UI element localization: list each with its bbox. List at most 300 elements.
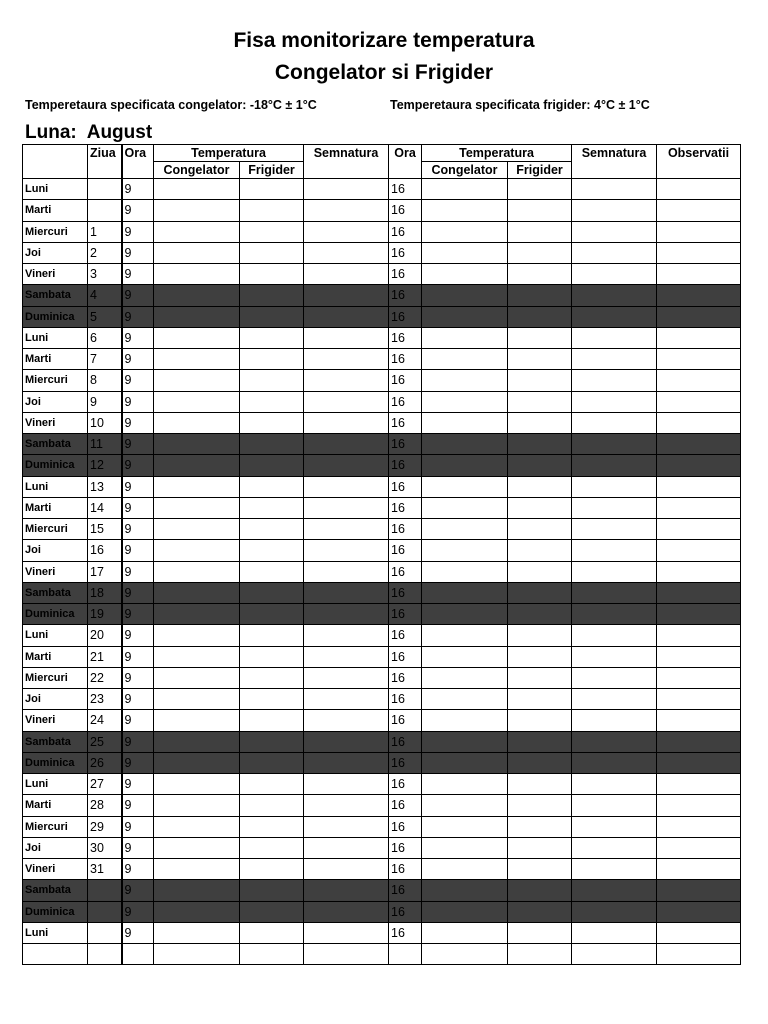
- frigider-afternoon-cell[interactable]: [508, 710, 572, 731]
- congelator-morning-cell[interactable]: [154, 667, 240, 688]
- observatii-cell[interactable]: [657, 179, 741, 200]
- observatii-cell[interactable]: [657, 582, 741, 603]
- day-name-cell: Joi: [23, 242, 88, 263]
- observatii-cell[interactable]: [657, 561, 741, 582]
- congelator-afternoon-cell[interactable]: [422, 412, 508, 433]
- congelator-morning-cell[interactable]: [154, 349, 240, 370]
- observatii-cell[interactable]: [657, 901, 741, 922]
- hour-morning-cell: 9: [122, 625, 154, 646]
- frigider-morning-cell[interactable]: [240, 264, 304, 285]
- congelator-morning-cell[interactable]: [154, 582, 240, 603]
- congelator-afternoon-cell[interactable]: [422, 752, 508, 773]
- congelator-afternoon-cell[interactable]: [422, 689, 508, 710]
- congelator-morning-cell[interactable]: [154, 221, 240, 242]
- frigider-afternoon-cell[interactable]: [508, 455, 572, 476]
- frigider-afternoon-cell[interactable]: [508, 349, 572, 370]
- hour-morning-cell: 9: [122, 795, 154, 816]
- frigider-morning-cell[interactable]: [240, 179, 304, 200]
- day-name-cell: Joi: [23, 391, 88, 412]
- semnatura-afternoon-cell[interactable]: [572, 391, 657, 412]
- frigider-morning-cell[interactable]: [240, 306, 304, 327]
- frigider-afternoon-cell[interactable]: [508, 922, 572, 943]
- semnatura-afternoon-cell[interactable]: [572, 370, 657, 391]
- congelator-morning-cell[interactable]: [154, 476, 240, 497]
- frigider-morning-cell[interactable]: [240, 327, 304, 348]
- congelator-afternoon-cell[interactable]: [422, 731, 508, 752]
- semnatura-morning-cell[interactable]: [304, 455, 389, 476]
- semnatura-afternoon-cell[interactable]: [572, 455, 657, 476]
- frigider-afternoon-cell[interactable]: [508, 221, 572, 242]
- semnatura-afternoon-cell[interactable]: [572, 349, 657, 370]
- semnatura-afternoon-cell[interactable]: [572, 327, 657, 348]
- frigider-afternoon-cell[interactable]: [508, 689, 572, 710]
- congelator-afternoon-cell[interactable]: [422, 476, 508, 497]
- frigider-afternoon-cell[interactable]: [508, 837, 572, 858]
- semnatura-morning-cell[interactable]: [304, 264, 389, 285]
- frigider-afternoon-cell[interactable]: [508, 795, 572, 816]
- frigider-afternoon-cell[interactable]: [508, 880, 572, 901]
- frigider-morning-cell[interactable]: [240, 646, 304, 667]
- observatii-cell[interactable]: [657, 285, 741, 306]
- semnatura-morning-cell[interactable]: [304, 880, 389, 901]
- frigider-afternoon-cell[interactable]: [508, 476, 572, 497]
- observatii-cell[interactable]: [657, 731, 741, 752]
- semnatura-morning-cell[interactable]: [304, 434, 389, 455]
- frigider-afternoon-cell[interactable]: [508, 540, 572, 561]
- observatii-cell[interactable]: [657, 944, 741, 965]
- date-cell: [88, 922, 122, 943]
- congelator-morning-cell[interactable]: [154, 689, 240, 710]
- semnatura-afternoon-cell[interactable]: [572, 859, 657, 880]
- semnatura-morning-cell[interactable]: [304, 774, 389, 795]
- observatii-cell[interactable]: [657, 774, 741, 795]
- frigider-afternoon-cell[interactable]: [508, 731, 572, 752]
- semnatura-afternoon-cell[interactable]: [572, 497, 657, 518]
- congelator-afternoon-cell[interactable]: [422, 604, 508, 625]
- frigider-afternoon-cell[interactable]: [508, 434, 572, 455]
- frigider-morning-cell[interactable]: [240, 412, 304, 433]
- hour-afternoon-cell: 16: [389, 710, 422, 731]
- observatii-cell[interactable]: [657, 604, 741, 625]
- congelator-afternoon-cell[interactable]: [422, 540, 508, 561]
- semnatura-morning-cell[interactable]: [304, 752, 389, 773]
- observatii-cell[interactable]: [657, 200, 741, 221]
- hour-morning-cell: 9: [122, 816, 154, 837]
- frigider-morning-cell[interactable]: [240, 497, 304, 518]
- congelator-afternoon-cell[interactable]: [422, 179, 508, 200]
- semnatura-afternoon-cell[interactable]: [572, 901, 657, 922]
- semnatura-morning-cell[interactable]: [304, 922, 389, 943]
- frigider-afternoon-cell[interactable]: [508, 944, 572, 965]
- semnatura-morning-cell[interactable]: [304, 306, 389, 327]
- frigider-morning-cell[interactable]: [240, 667, 304, 688]
- frigider-morning-cell[interactable]: [240, 349, 304, 370]
- frigider-afternoon-cell[interactable]: [508, 774, 572, 795]
- frigider-afternoon-cell[interactable]: [508, 859, 572, 880]
- semnatura-morning-cell[interactable]: [304, 625, 389, 646]
- frigider-afternoon-cell[interactable]: [508, 646, 572, 667]
- semnatura-afternoon-cell[interactable]: [572, 944, 657, 965]
- frigider-afternoon-cell[interactable]: [508, 412, 572, 433]
- congelator-morning-cell[interactable]: [154, 285, 240, 306]
- congelator-morning-cell[interactable]: [154, 731, 240, 752]
- congelator-afternoon-cell[interactable]: [422, 221, 508, 242]
- frigider-afternoon-cell[interactable]: [508, 242, 572, 263]
- observatii-cell[interactable]: [657, 370, 741, 391]
- congelator-morning-cell[interactable]: [154, 752, 240, 773]
- observatii-cell[interactable]: [657, 306, 741, 327]
- congelator-afternoon-cell[interactable]: [422, 625, 508, 646]
- congelator-afternoon-cell[interactable]: [422, 837, 508, 858]
- congelator-morning-cell[interactable]: [154, 455, 240, 476]
- semnatura-morning-cell[interactable]: [304, 667, 389, 688]
- congelator-afternoon-cell[interactable]: [422, 200, 508, 221]
- semnatura-morning-cell[interactable]: [304, 731, 389, 752]
- frigider-morning-cell[interactable]: [240, 221, 304, 242]
- hour-afternoon-cell: [389, 944, 422, 965]
- semnatura-afternoon-cell[interactable]: [572, 604, 657, 625]
- observatii-cell[interactable]: [657, 625, 741, 646]
- congelator-morning-cell[interactable]: [154, 795, 240, 816]
- semnatura-afternoon-cell[interactable]: [572, 434, 657, 455]
- date-cell: [88, 179, 122, 200]
- observatii-cell[interactable]: [657, 816, 741, 837]
- congelator-morning-cell[interactable]: [154, 391, 240, 412]
- table-row: [23, 434, 741, 455]
- semnatura-afternoon-cell[interactable]: [572, 922, 657, 943]
- congelator-afternoon-cell[interactable]: [422, 242, 508, 263]
- semnatura-morning-cell[interactable]: [304, 604, 389, 625]
- frigider-morning-cell[interactable]: [240, 582, 304, 603]
- congelator-afternoon-cell[interactable]: [422, 582, 508, 603]
- table-row: [23, 285, 741, 306]
- date-cell: 31: [88, 859, 122, 880]
- congelator-morning-cell[interactable]: [154, 200, 240, 221]
- table-row: [23, 370, 741, 391]
- semnatura-morning-cell[interactable]: [304, 200, 389, 221]
- semnatura-afternoon-cell[interactable]: [572, 816, 657, 837]
- frigider-morning-cell[interactable]: [240, 689, 304, 710]
- congelator-afternoon-cell[interactable]: [422, 880, 508, 901]
- frigider-morning-cell[interactable]: [240, 710, 304, 731]
- hour-morning-cell: 9: [122, 731, 154, 752]
- observatii-cell[interactable]: [657, 242, 741, 263]
- congelator-morning-cell[interactable]: [154, 242, 240, 263]
- semnatura-morning-cell[interactable]: [304, 859, 389, 880]
- congelator-morning-cell[interactable]: [154, 561, 240, 582]
- semnatura-afternoon-cell[interactable]: [572, 561, 657, 582]
- observatii-cell[interactable]: [657, 349, 741, 370]
- frigider-afternoon-cell[interactable]: [508, 561, 572, 582]
- congelator-afternoon-cell[interactable]: [422, 922, 508, 943]
- frigider-afternoon-cell[interactable]: [508, 667, 572, 688]
- frigider-morning-cell[interactable]: [240, 880, 304, 901]
- semnatura-afternoon-cell[interactable]: [572, 519, 657, 540]
- frigider-morning-cell[interactable]: [240, 476, 304, 497]
- congelator-afternoon-cell[interactable]: [422, 306, 508, 327]
- frigider-morning-cell[interactable]: [240, 731, 304, 752]
- observatii-cell[interactable]: [657, 434, 741, 455]
- observatii-cell[interactable]: [657, 859, 741, 880]
- semnatura-afternoon-cell[interactable]: [572, 667, 657, 688]
- congelator-afternoon-cell[interactable]: [422, 774, 508, 795]
- congelator-afternoon-cell[interactable]: [422, 285, 508, 306]
- congelator-afternoon-cell[interactable]: [422, 370, 508, 391]
- frigider-morning-cell[interactable]: [240, 922, 304, 943]
- hour-afternoon-cell: 16: [389, 179, 422, 200]
- congelator-morning-cell[interactable]: [154, 434, 240, 455]
- frigider-afternoon-cell[interactable]: [508, 901, 572, 922]
- semnatura-morning-cell[interactable]: [304, 540, 389, 561]
- date-cell: 7: [88, 349, 122, 370]
- observatii-cell[interactable]: [657, 412, 741, 433]
- semnatura-morning-cell[interactable]: [304, 412, 389, 433]
- observatii-cell[interactable]: [657, 922, 741, 943]
- congelator-morning-cell[interactable]: [154, 412, 240, 433]
- observatii-cell[interactable]: [657, 689, 741, 710]
- congelator-morning-cell[interactable]: [154, 922, 240, 943]
- frigider-morning-cell[interactable]: [240, 774, 304, 795]
- hour-afternoon-cell: 16: [389, 859, 422, 880]
- semnatura-morning-cell[interactable]: [304, 497, 389, 518]
- semnatura-morning-cell[interactable]: [304, 710, 389, 731]
- semnatura-morning-cell[interactable]: [304, 221, 389, 242]
- semnatura-morning-cell[interactable]: [304, 795, 389, 816]
- frigider-afternoon-cell[interactable]: [508, 604, 572, 625]
- semnatura-afternoon-cell[interactable]: [572, 774, 657, 795]
- frigider-afternoon-cell[interactable]: [508, 264, 572, 285]
- congelator-afternoon-cell[interactable]: [422, 795, 508, 816]
- observatii-cell[interactable]: [657, 646, 741, 667]
- congelator-afternoon-cell[interactable]: [422, 349, 508, 370]
- frigider-afternoon-cell[interactable]: [508, 200, 572, 221]
- date-cell: 12: [88, 455, 122, 476]
- semnatura-morning-cell[interactable]: [304, 837, 389, 858]
- hour-afternoon-cell: 16: [389, 306, 422, 327]
- frigider-morning-cell[interactable]: [240, 455, 304, 476]
- frigider-morning-cell[interactable]: [240, 561, 304, 582]
- semnatura-morning-cell[interactable]: [304, 689, 389, 710]
- semnatura-afternoon-cell[interactable]: [572, 837, 657, 858]
- date-cell: 26: [88, 752, 122, 773]
- frigider-afternoon-cell[interactable]: [508, 179, 572, 200]
- frigider-morning-cell[interactable]: [240, 816, 304, 837]
- congelator-morning-cell[interactable]: [154, 179, 240, 200]
- congelator-afternoon-cell[interactable]: [422, 519, 508, 540]
- observatii-cell[interactable]: [657, 837, 741, 858]
- frigider-afternoon-cell[interactable]: [508, 519, 572, 540]
- frigider-morning-cell[interactable]: [240, 540, 304, 561]
- date-cell: 22: [88, 667, 122, 688]
- congelator-morning-cell[interactable]: [154, 774, 240, 795]
- day-name-cell: Vineri: [23, 859, 88, 880]
- semnatura-morning-cell[interactable]: [304, 944, 389, 965]
- congelator-afternoon-cell[interactable]: [422, 816, 508, 837]
- congelator-morning-cell[interactable]: [154, 901, 240, 922]
- observatii-cell[interactable]: [657, 710, 741, 731]
- observatii-cell[interactable]: [657, 752, 741, 773]
- observatii-cell[interactable]: [657, 795, 741, 816]
- hour-morning-cell: [122, 944, 154, 965]
- congelator-afternoon-cell[interactable]: [422, 455, 508, 476]
- congelator-morning-cell[interactable]: [154, 604, 240, 625]
- date-cell: [88, 200, 122, 221]
- semnatura-morning-cell[interactable]: [304, 901, 389, 922]
- semnatura-afternoon-cell[interactable]: [572, 625, 657, 646]
- observatii-cell[interactable]: [657, 880, 741, 901]
- frigider-afternoon-cell[interactable]: [508, 497, 572, 518]
- observatii-cell[interactable]: [657, 540, 741, 561]
- frigider-morning-cell[interactable]: [240, 795, 304, 816]
- frigider-morning-cell[interactable]: [240, 604, 304, 625]
- congelator-afternoon-cell[interactable]: [422, 859, 508, 880]
- congelator-morning-cell[interactable]: [154, 837, 240, 858]
- header-semnatura-1: Semnatura: [304, 145, 389, 179]
- semnatura-afternoon-cell[interactable]: [572, 306, 657, 327]
- frigider-afternoon-cell[interactable]: [508, 391, 572, 412]
- frigider-morning-cell[interactable]: [240, 200, 304, 221]
- observatii-cell[interactable]: [657, 667, 741, 688]
- observatii-cell[interactable]: [657, 391, 741, 412]
- semnatura-morning-cell[interactable]: [304, 561, 389, 582]
- congelator-morning-cell[interactable]: [154, 710, 240, 731]
- hour-afternoon-cell: 16: [389, 412, 422, 433]
- congelator-morning-cell[interactable]: [154, 859, 240, 880]
- table-row: [23, 200, 741, 221]
- date-cell: 28: [88, 795, 122, 816]
- semnatura-afternoon-cell[interactable]: [572, 179, 657, 200]
- frigider-afternoon-cell[interactable]: [508, 625, 572, 646]
- semnatura-morning-cell[interactable]: [304, 816, 389, 837]
- semnatura-afternoon-cell[interactable]: [572, 731, 657, 752]
- table-row: [23, 859, 741, 880]
- frigider-afternoon-cell[interactable]: [508, 582, 572, 603]
- semnatura-morning-cell[interactable]: [304, 476, 389, 497]
- semnatura-afternoon-cell[interactable]: [572, 540, 657, 561]
- hour-afternoon-cell: 16: [389, 667, 422, 688]
- table-row: [23, 327, 741, 348]
- semnatura-morning-cell[interactable]: [304, 646, 389, 667]
- frigider-afternoon-cell[interactable]: [508, 306, 572, 327]
- observatii-cell[interactable]: [657, 476, 741, 497]
- frigider-morning-cell[interactable]: [240, 242, 304, 263]
- frigider-afternoon-cell[interactable]: [508, 285, 572, 306]
- congelator-morning-cell[interactable]: [154, 816, 240, 837]
- congelator-morning-cell[interactable]: [154, 519, 240, 540]
- semnatura-morning-cell[interactable]: [304, 519, 389, 540]
- congelator-afternoon-cell[interactable]: [422, 667, 508, 688]
- frigider-morning-cell[interactable]: [240, 859, 304, 880]
- congelator-morning-cell[interactable]: [154, 370, 240, 391]
- semnatura-morning-cell[interactable]: [304, 582, 389, 603]
- congelator-afternoon-cell[interactable]: [422, 497, 508, 518]
- congelator-morning-cell[interactable]: [154, 880, 240, 901]
- day-name-cell: Sambata: [23, 731, 88, 752]
- frigider-morning-cell[interactable]: [240, 944, 304, 965]
- semnatura-morning-cell[interactable]: [304, 179, 389, 200]
- semnatura-afternoon-cell[interactable]: [572, 264, 657, 285]
- frigider-morning-cell[interactable]: [240, 285, 304, 306]
- date-cell: 4: [88, 285, 122, 306]
- congelator-morning-cell[interactable]: [154, 306, 240, 327]
- frigider-morning-cell[interactable]: [240, 391, 304, 412]
- congelator-afternoon-cell[interactable]: [422, 944, 508, 965]
- date-cell: 29: [88, 816, 122, 837]
- congelator-afternoon-cell[interactable]: [422, 264, 508, 285]
- congelator-afternoon-cell[interactable]: [422, 710, 508, 731]
- congelator-morning-cell[interactable]: [154, 944, 240, 965]
- semnatura-afternoon-cell[interactable]: [572, 752, 657, 773]
- semnatura-afternoon-cell[interactable]: [572, 476, 657, 497]
- observatii-cell[interactable]: [657, 455, 741, 476]
- observatii-cell[interactable]: [657, 264, 741, 285]
- semnatura-morning-cell[interactable]: [304, 285, 389, 306]
- frigider-morning-cell[interactable]: [240, 625, 304, 646]
- semnatura-afternoon-cell[interactable]: [572, 200, 657, 221]
- observatii-cell[interactable]: [657, 497, 741, 518]
- frigider-afternoon-cell[interactable]: [508, 816, 572, 837]
- table-row: [23, 901, 741, 922]
- semnatura-morning-cell[interactable]: [304, 242, 389, 263]
- semnatura-afternoon-cell[interactable]: [572, 646, 657, 667]
- congelator-afternoon-cell[interactable]: [422, 646, 508, 667]
- header-congelator-2: Congelator: [422, 162, 508, 179]
- frigider-morning-cell[interactable]: [240, 752, 304, 773]
- semnatura-afternoon-cell[interactable]: [572, 880, 657, 901]
- frigider-morning-cell[interactable]: [240, 434, 304, 455]
- semnatura-afternoon-cell[interactable]: [572, 242, 657, 263]
- semnatura-morning-cell[interactable]: [304, 370, 389, 391]
- observatii-cell[interactable]: [657, 327, 741, 348]
- hour-morning-cell: 9: [122, 349, 154, 370]
- congelator-morning-cell[interactable]: [154, 540, 240, 561]
- table-row: [23, 561, 741, 582]
- congelator-morning-cell[interactable]: [154, 646, 240, 667]
- frigider-morning-cell[interactable]: [240, 370, 304, 391]
- congelator-morning-cell[interactable]: [154, 327, 240, 348]
- frigider-morning-cell[interactable]: [240, 901, 304, 922]
- frigider-afternoon-cell[interactable]: [508, 752, 572, 773]
- hour-afternoon-cell: 16: [389, 816, 422, 837]
- congelator-afternoon-cell[interactable]: [422, 901, 508, 922]
- table-row: [23, 816, 741, 837]
- frigider-morning-cell[interactable]: [240, 519, 304, 540]
- day-name-cell: Joi: [23, 689, 88, 710]
- semnatura-afternoon-cell[interactable]: [572, 285, 657, 306]
- observatii-cell[interactable]: [657, 519, 741, 540]
- semnatura-afternoon-cell[interactable]: [572, 689, 657, 710]
- congelator-morning-cell[interactable]: [154, 625, 240, 646]
- semnatura-morning-cell[interactable]: [304, 327, 389, 348]
- congelator-morning-cell[interactable]: [154, 264, 240, 285]
- frigider-morning-cell[interactable]: [240, 837, 304, 858]
- frigider-afternoon-cell[interactable]: [508, 327, 572, 348]
- congelator-morning-cell[interactable]: [154, 497, 240, 518]
- congelator-afternoon-cell[interactable]: [422, 434, 508, 455]
- observatii-cell[interactable]: [657, 221, 741, 242]
- frigider-afternoon-cell[interactable]: [508, 370, 572, 391]
- semnatura-morning-cell[interactable]: [304, 349, 389, 370]
- semnatura-morning-cell[interactable]: [304, 391, 389, 412]
- semnatura-afternoon-cell[interactable]: [572, 412, 657, 433]
- congelator-afternoon-cell[interactable]: [422, 391, 508, 412]
- congelator-afternoon-cell[interactable]: [422, 561, 508, 582]
- congelator-afternoon-cell[interactable]: [422, 327, 508, 348]
- semnatura-afternoon-cell[interactable]: [572, 221, 657, 242]
- semnatura-afternoon-cell[interactable]: [572, 795, 657, 816]
- semnatura-afternoon-cell[interactable]: [572, 710, 657, 731]
- semnatura-afternoon-cell[interactable]: [572, 582, 657, 603]
